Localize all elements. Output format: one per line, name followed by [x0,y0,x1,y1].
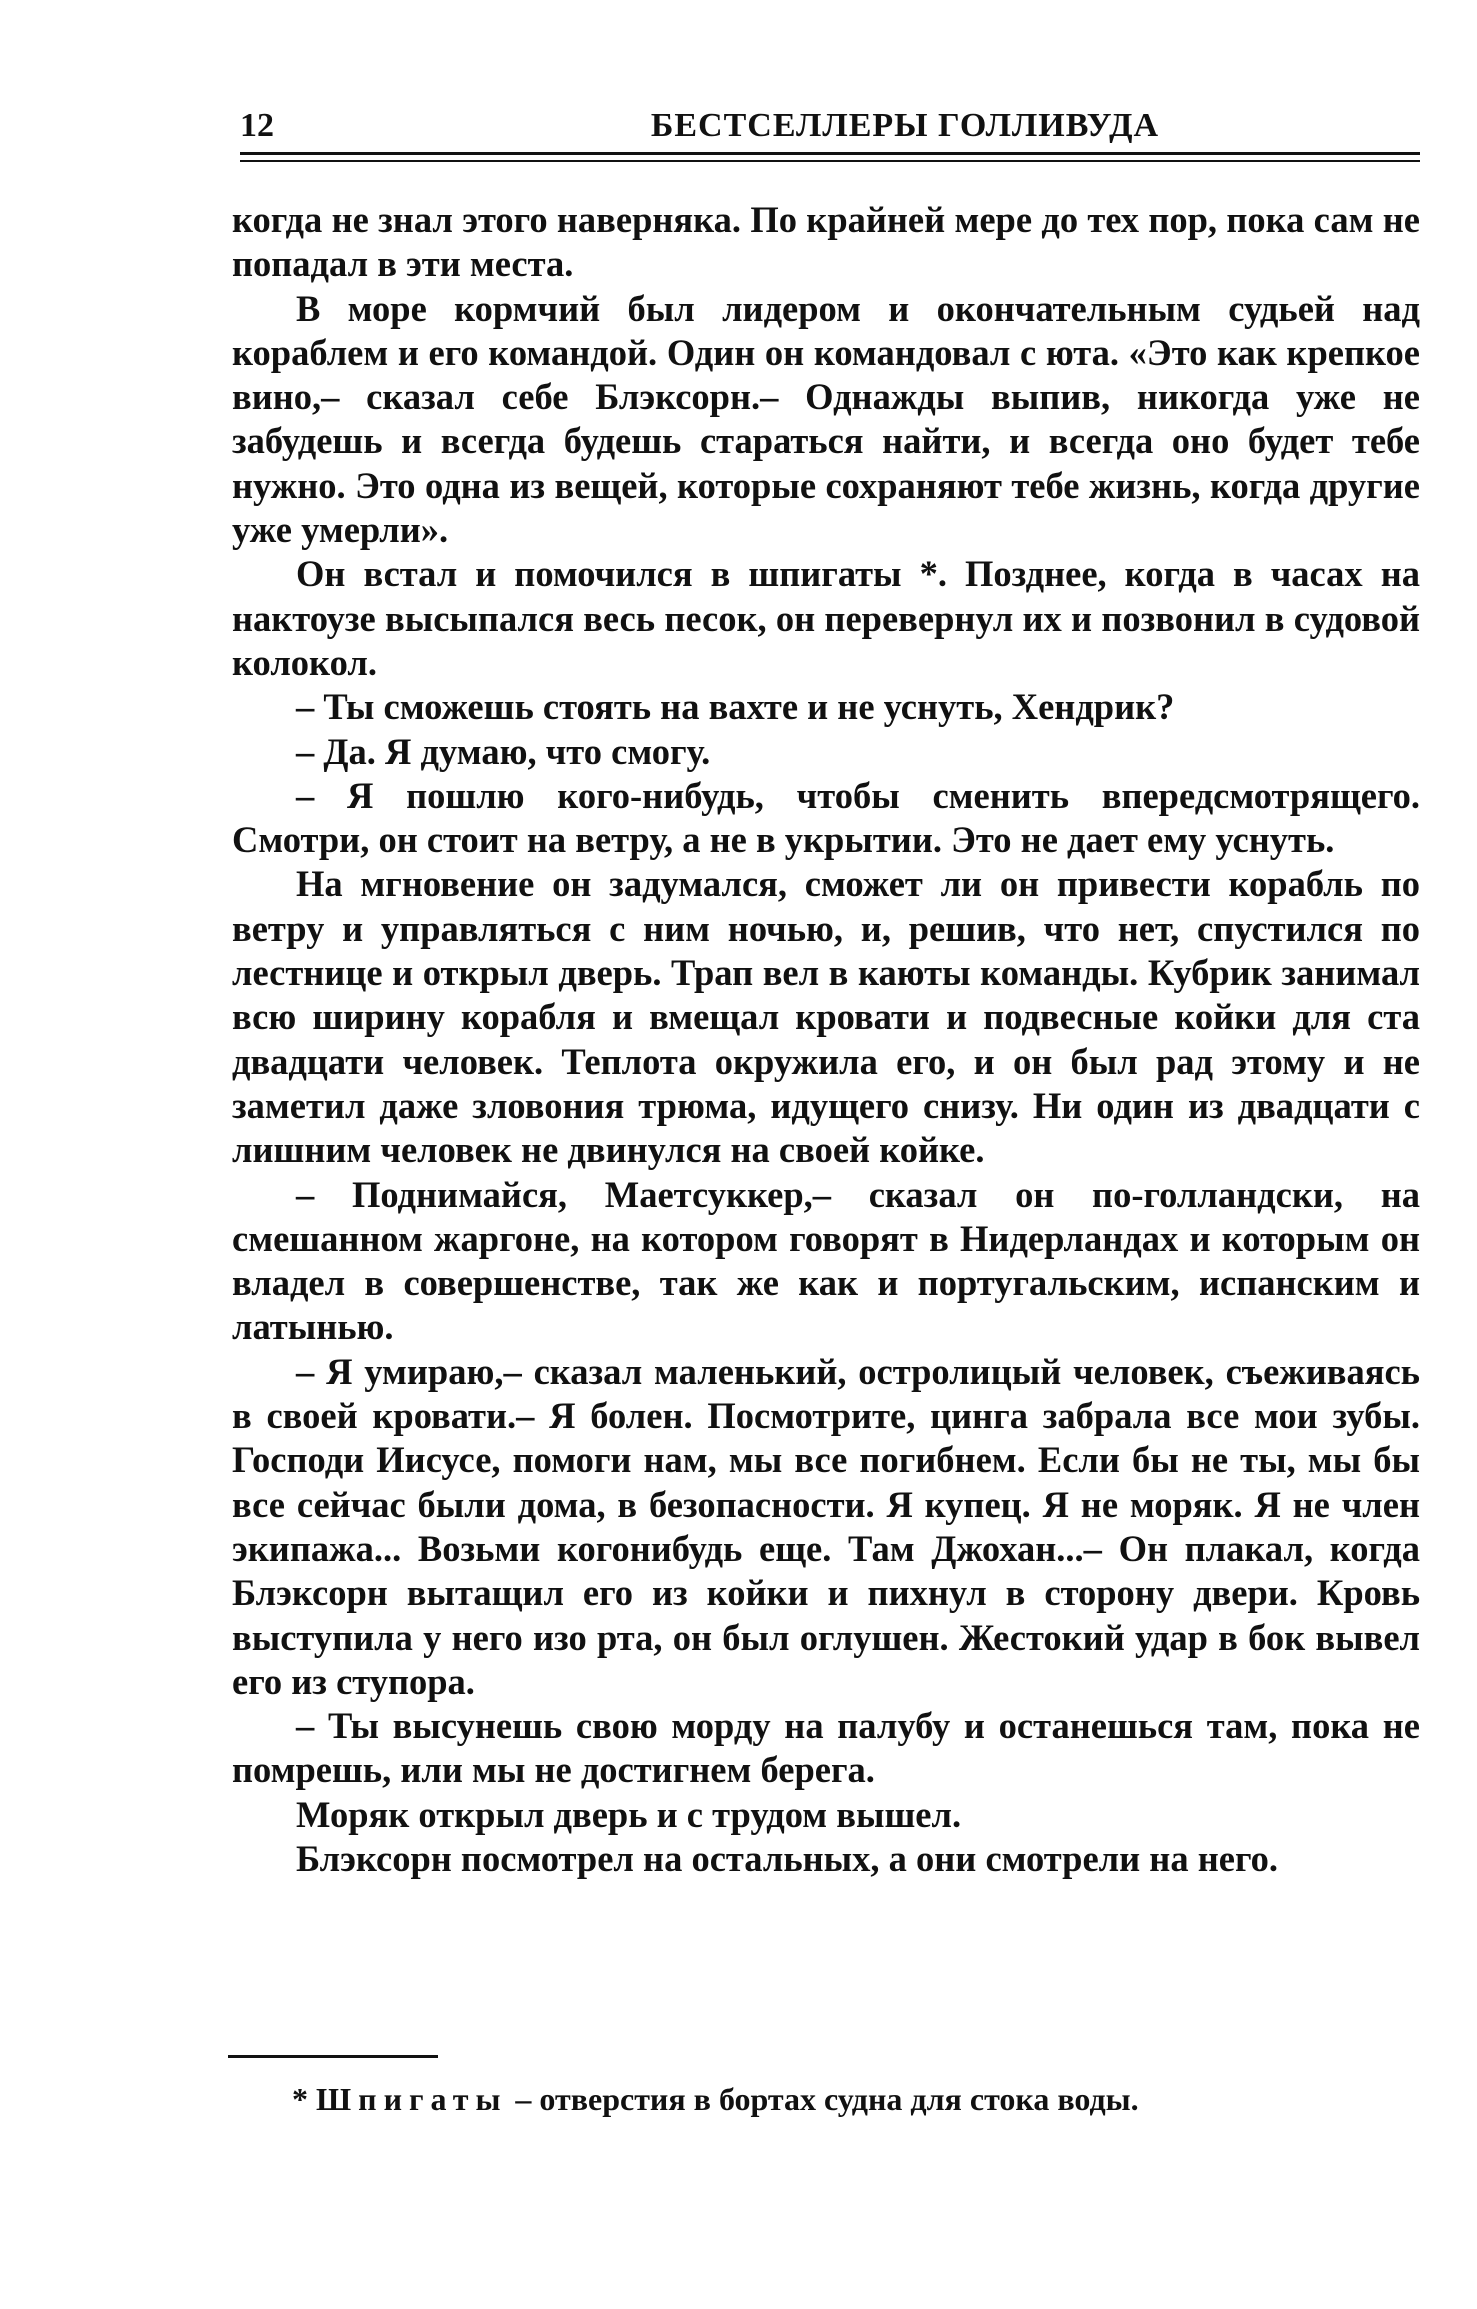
footnote-marker: * [292,2081,308,2117]
dialogue-line: – Ты высунешь свою морду на палубу и останешься там, пока не помрешь, или мы не достигнем берега. [232,1705,1420,1791]
dialogue-line: – Ты сможешь стоять на вахте и не уснуть, Хендрик? [296,686,1175,728]
footnote [228,2078,1420,2120]
footnote-definition: – отверстия в бортах судна для стока воды. [507,2081,1139,2117]
paragraph: Блэксорн посмотрел на остальных, а они смотрели на него. [296,1837,1278,1879]
header-rule [240,152,1420,162]
paragraph: В море кормчий был лидером и окончательным судьей над кораблем и его командой. Один он командовал с юта. «Это как крепкое вино,– сказал себе Блэксорн.– Однажды выпив, никогда уже не забудешь и всегда будешь стараться найти, и всегда оно будет тебе нужно. Это одна из вещей, которые сохраняют тебе жизнь, когда другие уже умерли». [232,287,1420,551]
paragraph: Моряк открыл дверь и с трудом вышел. [296,1793,962,1835]
page-number: 12 [240,107,274,144]
footnote-term: Шпигаты [316,2081,508,2117]
paragraph: На мгновение он задумался, сможет ли он привести корабль по ветру и управляться с ним ночью, и, решив, что нет, спустился по лестнице и открыл дверь. Трап вел в каюты команды. Кубрик занимал всю ширину корабля и вмещал кровати и подвесные койки для ста двадцати человек. Теплота окружила его, и он был рад этому и не заметил даже зловония трюма, идущего снизу. Ни один из двадцати с лишним человек не двинулся на своей койке. [232,863,1420,1171]
book-title: БЕСТСЕЛЛЕРЫ ГОЛЛИВУДА [650,107,1160,144]
dialogue-line: – Поднимайся, Маетсуккер,– сказал он по-голландски, на смешанном жаргоне, на котором говорят в Нидерландах и которым он владел в совершенстве, так же как и португальским, испанским и латынью. [232,1173,1420,1348]
paragraph: Он встал и помочился в шпигаты *. Позднее, когда в часах на нактоузе высыпался весь песок, он перевернул их и позвонил в судовой колокол. [232,553,1420,683]
paragraph: когда не знал этого наверняка. По крайней мере до тех пор, пока сам не попадал в эти места. [232,199,1420,285]
dialogue-line: – Я пошлю кого-нибудь, чтобы сменить впередсмотрящего. Смотри, он стоит на ветру, а не в укрытии. Это не дает ему уснуть. [232,774,1420,861]
dialogue-line: – Я умираю,– сказал маленький, остролицый человек, съеживаясь в своей кровати.– Я болен. Посмотрите, цинга забрала все мои зубы. Господи Иисусе, помоги нам, мы все погибнем. Если бы не ты, мы бы все сейчас были дома, в безопасности. Я купец. Я не моряк. Я не член экипажа... Возьми когонибудь еще. Там Джохан...– Он плакал, когда Блэксорн вытащил его из койки и пихнул в сторону двери. Кровь выступила у него изо рта, он был оглушен. Жестокий удар в бок вывел его из ступора. [232,1350,1420,1702]
body-text [232,198,1420,1881]
footnote-rule [228,2055,438,2058]
dialogue-line: – Да. Я думаю, что смогу. [296,730,711,772]
running-head [240,106,1420,146]
